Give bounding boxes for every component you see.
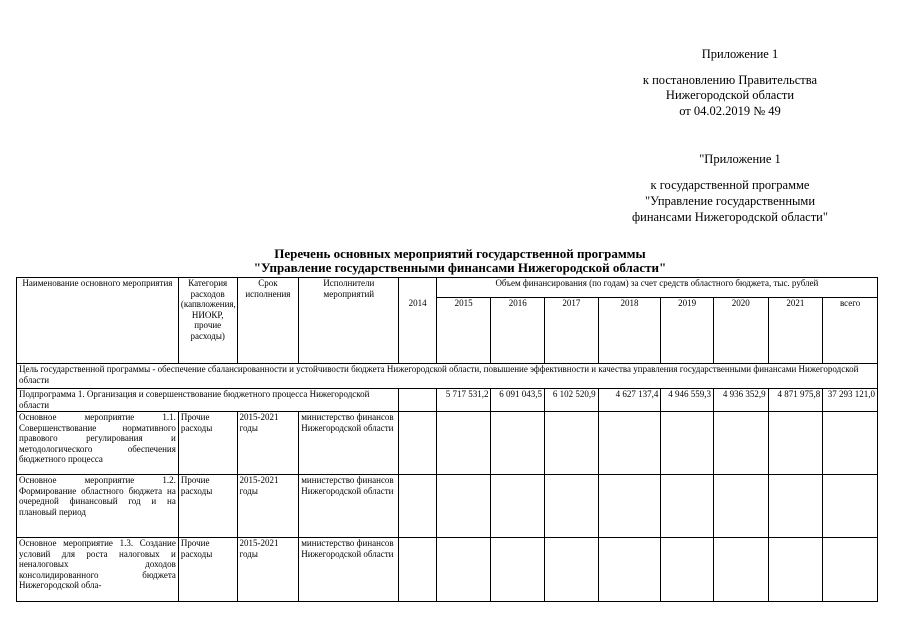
- measure-term: 2015-2021 годы: [237, 412, 299, 475]
- document-title: [130, 247, 790, 275]
- value-cell: [768, 412, 823, 475]
- value-cell: [661, 475, 714, 538]
- annex-title: "Приложение 1: [699, 152, 781, 166]
- measure-category: Прочие расходы: [178, 475, 237, 538]
- year-header: 2015: [436, 298, 491, 364]
- measure-name: Основное мероприятие 1.1. Совершенствование нормативного правового регулирования и методологического обеспечения бюджетного процесса: [17, 412, 179, 475]
- value-cell: [491, 475, 545, 538]
- value-cell: [661, 412, 714, 475]
- header-name: Наименование основного мероприятия: [17, 278, 179, 364]
- subprogram-value: 6 102 520,9: [545, 389, 599, 412]
- value-cell: [823, 475, 878, 538]
- subprogram-value: [399, 389, 436, 412]
- value-cell: [399, 475, 436, 538]
- annex-line: от 04.02.2019 № 49: [679, 104, 781, 118]
- header-executors: Исполнители мероприятий: [299, 278, 399, 364]
- value-cell: [713, 538, 768, 602]
- year-header: 2017: [545, 298, 599, 364]
- subprogram-value: 4 936 352,9: [713, 389, 768, 412]
- annex-line: к государственной программе: [650, 178, 810, 192]
- value-cell: [768, 538, 823, 602]
- value-cell: [436, 538, 491, 602]
- value-cell: [436, 412, 491, 475]
- table-row: [17, 412, 878, 475]
- subprogram-row: [17, 389, 878, 412]
- measure-name: Основное мероприятие 1.2. Формирование областного бюджета на очередной финансовый год и на плановый период: [17, 475, 179, 538]
- measure-executor: министерство финансов Нижегородской области: [299, 412, 399, 475]
- subprogram-value: 6 091 043,5: [491, 389, 545, 412]
- table-row: [17, 475, 878, 538]
- document-title-line: Перечень основных мероприятий государственной программы: [274, 246, 646, 261]
- header-funding: Объем финансирования (по годам) за счет средств областного бюджета, тыс. рублей: [436, 278, 877, 298]
- annex-line: к постановлению Правительства: [642, 73, 818, 87]
- measure-term: 2015-2021 годы: [237, 475, 299, 538]
- value-cell: [545, 538, 599, 602]
- year-header: 2018: [598, 298, 661, 364]
- header-category: Категория расходов (капвложения, НИОКР, прочие расходы): [178, 278, 237, 364]
- value-cell: [713, 412, 768, 475]
- annex-line: Нижегородской области: [665, 88, 795, 102]
- value-cell: [545, 412, 599, 475]
- value-cell: [491, 412, 545, 475]
- year-header: 2019: [661, 298, 714, 364]
- value-cell: [399, 538, 436, 602]
- value-cell: [823, 412, 878, 475]
- annex-line: "Управление государственными: [644, 194, 816, 208]
- measures-table: [16, 277, 878, 602]
- value-cell: [436, 475, 491, 538]
- value-cell: [545, 475, 599, 538]
- measure-name: Основное мероприятие 1.3. Создание условий для роста налоговых и неналоговых доходов консолидированного бюджета Нижегородской обла-: [17, 538, 179, 602]
- year-header-total: всего: [823, 298, 878, 364]
- subprogram-value: 5 717 531,2: [436, 389, 491, 412]
- measure-category: Прочие расходы: [178, 538, 237, 602]
- value-cell: [661, 538, 714, 602]
- year-header: 2021: [768, 298, 823, 364]
- value-cell: [598, 412, 661, 475]
- document-title-line: "Управление государственными финансами Нижегородской области": [253, 260, 667, 275]
- value-cell: [823, 538, 878, 602]
- value-cell: [598, 538, 661, 602]
- subprogram-value-total: 37 293 121,0: [823, 389, 878, 412]
- measure-category: Прочие расходы: [178, 412, 237, 475]
- annex-line: финансами Нижегородской области": [632, 210, 828, 224]
- table-row: [17, 538, 878, 602]
- subprogram-value: 4 627 137,4: [598, 389, 661, 412]
- subprogram-value: 4 946 559,3: [661, 389, 714, 412]
- subprogram-value: 4 871 975,8: [768, 389, 823, 412]
- header-term: Срок исполнения: [237, 278, 299, 364]
- year-header: 2020: [713, 298, 768, 364]
- program-goal: Цель государственной программы - обеспечение сбалансированности и устойчивости бюджета Нижегородской области, повышение эффективности и качества управления государственными финансами Нижегородской области: [17, 364, 878, 389]
- value-cell: [598, 475, 661, 538]
- goal-row: [17, 364, 878, 389]
- value-cell: [768, 475, 823, 538]
- subprogram-name: Подпрограмма 1. Организация и совершенствование бюджетного процесса Нижегородской области: [17, 389, 399, 412]
- measure-term: 2015-2021 годы: [237, 538, 299, 602]
- year-header: 2014: [399, 298, 436, 364]
- year-header: 2016: [491, 298, 545, 364]
- header-empty-cell: [399, 278, 436, 298]
- measure-executor: министерство финансов Нижегородской области: [299, 538, 399, 602]
- value-cell: [491, 538, 545, 602]
- value-cell: [399, 412, 436, 475]
- header-row: [17, 278, 878, 298]
- measure-executor: министерство финансов Нижегородской области: [299, 475, 399, 538]
- annex-title: Приложение 1: [701, 47, 779, 61]
- value-cell: [713, 475, 768, 538]
